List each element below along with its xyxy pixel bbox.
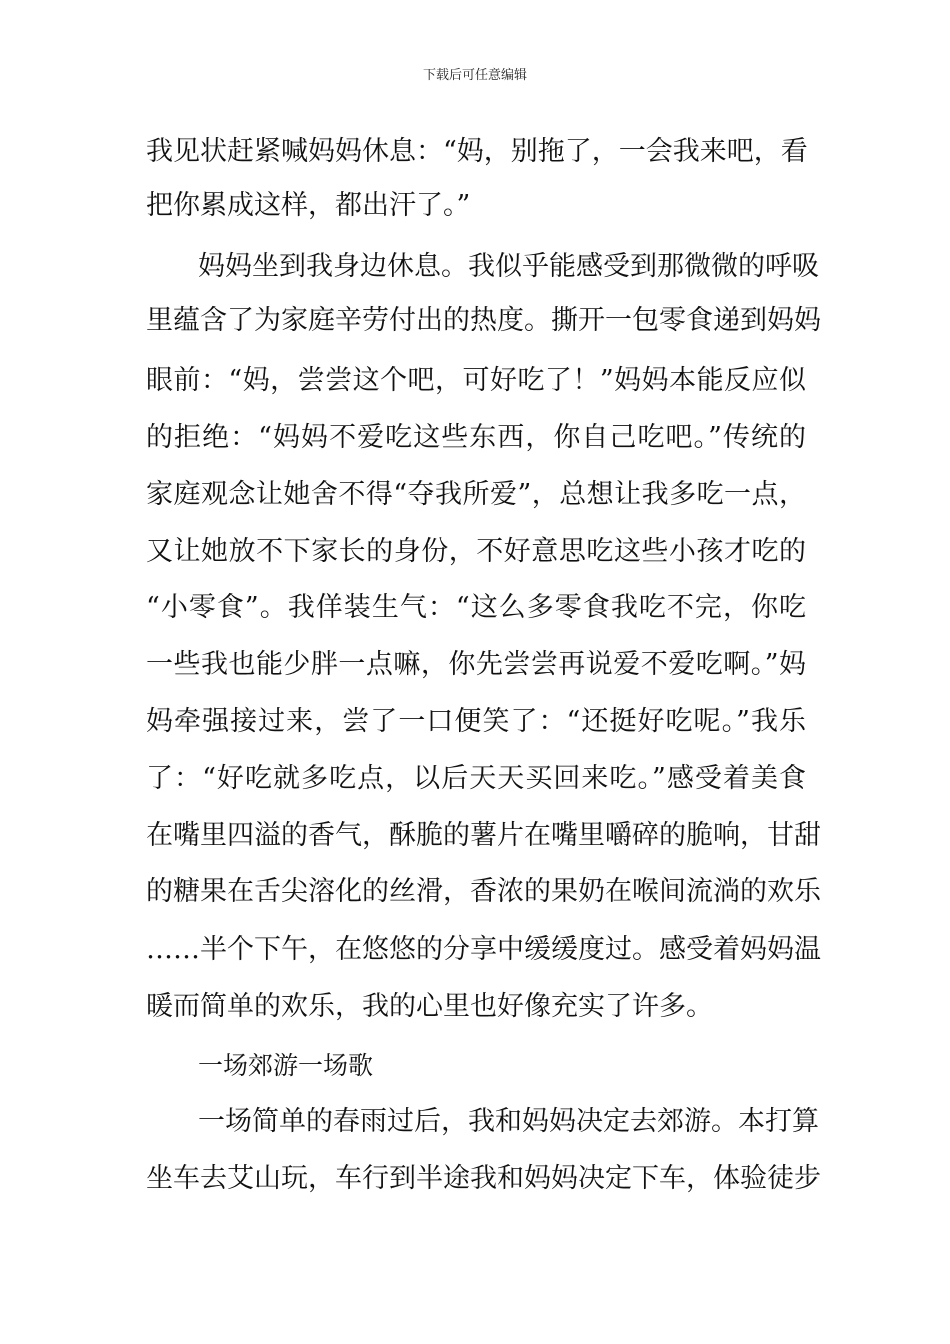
- text-line: 了：“好吃就多吃点，以后天天买回来吃。”感受着美食: [146, 763, 806, 794]
- text-line: 又让她放不下家长的身份，不好意思吃这些小孩才吃的: [146, 536, 806, 567]
- text-line: 暖而简单的欢乐，我的心里也好像充实了许多。: [146, 991, 713, 1022]
- text-line: 一些我也能少胖一点嘛，你先尝尝再说爱不爱吃啊。”妈: [146, 649, 806, 680]
- section-heading: 一场郊游一场歌: [198, 1051, 374, 1080]
- text-line: 的拒绝：“妈妈不爱吃这些东西，你自己吃吧。”传统的: [146, 422, 806, 453]
- text-line: ……半个下午，在悠悠的分享中缓缓度过。感受着妈妈温: [146, 934, 821, 965]
- page-header: 下载后可任意编辑: [422, 68, 527, 83]
- text-line: 我见状赶紧喊妈妈休息：“妈，别拖了，一会我来吧，看: [146, 136, 808, 167]
- text-line: 坐车去艾山玩，车行到半途我和妈妈决定下车，体验徒步: [146, 1163, 821, 1194]
- text-line: 在嘴里四溢的香气，酥脆的薯片在嘴里嚼碎的脆响，甘甜: [146, 820, 821, 851]
- text-line: 妈妈坐到我身边休息。我似乎能感受到那微微的呼吸: [198, 251, 819, 282]
- text-line: 把你累成这样，都出汗了。”: [146, 190, 471, 221]
- text-line: 一场简单的春雨过后，我和妈妈决定去郊游。本打算: [198, 1106, 819, 1137]
- text-line: 家庭观念让她舍不得“夺我所爱”，总想让我多吃一点，: [146, 479, 806, 510]
- text-line: 眼前：“妈，尝尝这个吧，可好吃了！”妈妈本能反应似: [146, 365, 806, 396]
- text-line: 的糖果在舌尖溶化的丝滑，香浓的果奶在喉间流淌的欢乐: [146, 876, 821, 907]
- text-line: 里蕴含了为家庭辛劳付出的热度。撕开一包零食递到妈妈: [146, 305, 821, 336]
- text-line: 妈牵强接过来，尝了一口便笑了：“还挺好吃呢。”我乐: [146, 706, 806, 737]
- text-line: “小零食”。我佯装生气：“这么多零食我吃不完，你吃: [146, 592, 806, 623]
